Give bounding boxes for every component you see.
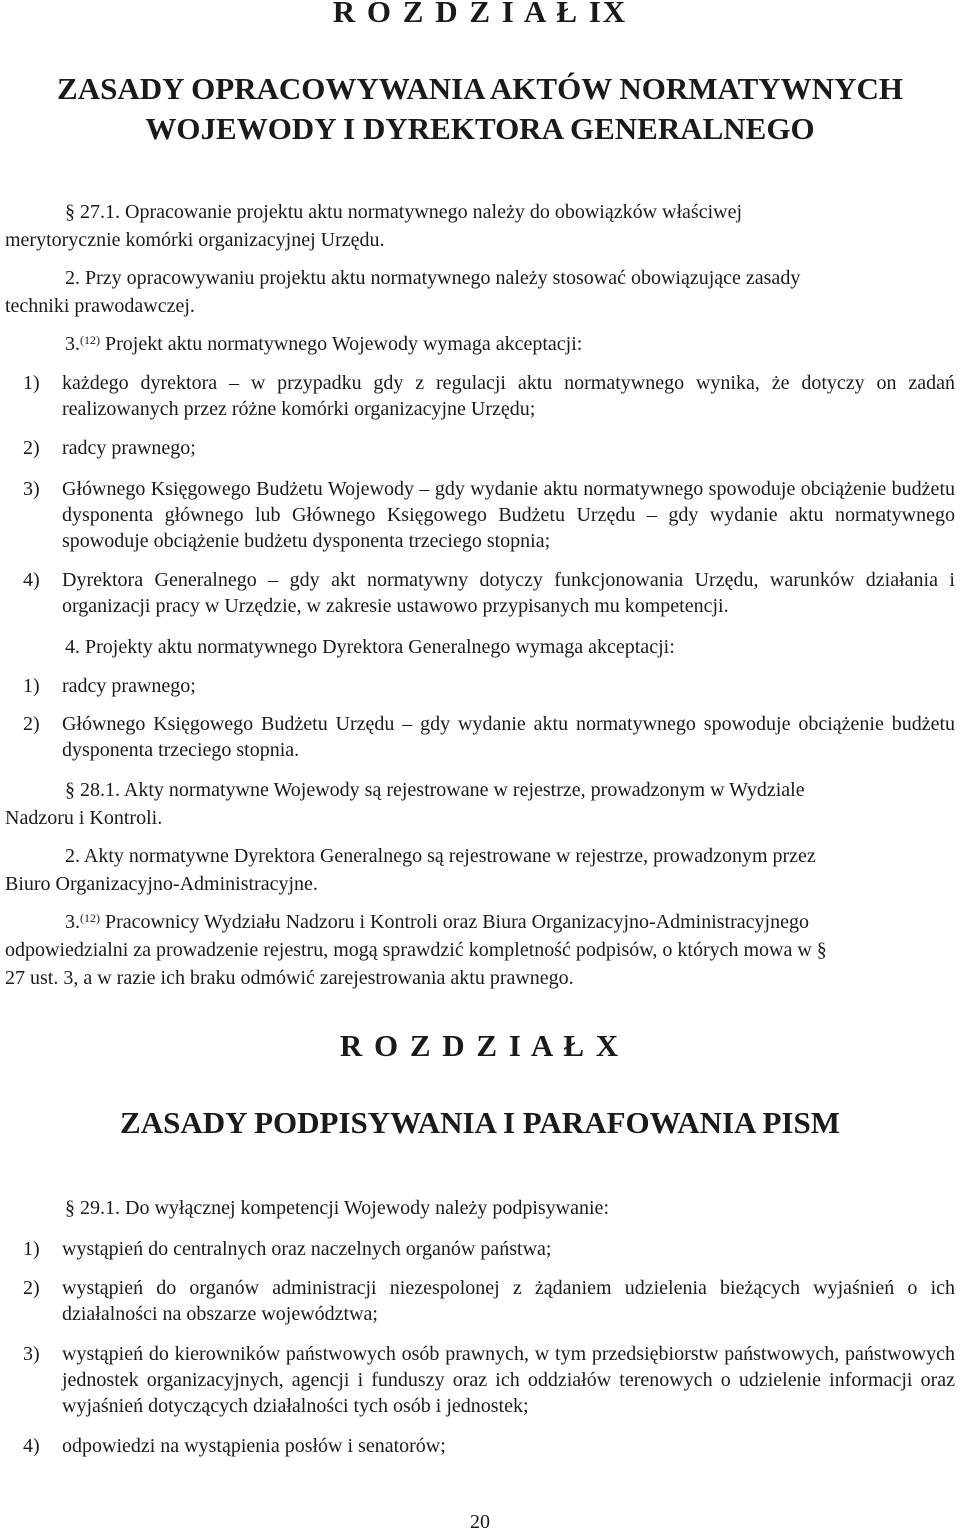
list-item-number: 1) [23, 372, 40, 394]
list-item-number: 4) [23, 569, 40, 591]
chapter-9-title-line2: WOJEWODY I DYREKTORA GENERALNEGO [145, 111, 815, 146]
s29-p1: § 29.1. Do wyłącznej kompetencji Wojewody należy podpisywanie: [65, 1197, 609, 1219]
list-item-number: 3) [23, 1343, 40, 1365]
list-item-text: Głównego Księgowego Budżetu Urzędu – gdy wydanie aktu normatywnego spowoduje obciążenie budżetu dysponenta trzeciego stopnia. [62, 713, 955, 761]
s27-p4: 4. Projekty aktu normatywnego Dyrektora Generalnego wymaga akceptacji: [65, 636, 675, 658]
list-item-text: Głównego Księgowego Budżetu Wojewody – gdy wydanie aktu normatywnego spowoduje obciążenie budżetu dysponenta głównego lub Głównego Księgowego Budżetu Urzędu – gdy wydanie aktu normatywnego spowoduje obciążenie budżetu dysponenta trzeciego stopnia; [62, 478, 955, 552]
s27-p2-line2: techniki prawodawczej. [5, 295, 195, 317]
s28-p2-line1: 2. Akty normatywne Dyrektora Generalnego są rejestrowane w rejestrze, prowadzonym przez [65, 845, 816, 867]
s28-p3-line2: odpowiedzialni za prowadzenie rejestru, mogą sprawdzić kompletność podpisów, o których mowa w § [5, 939, 827, 961]
list-item-text: odpowiedzi na wystąpienia posłów i senatorów; [62, 1435, 446, 1457]
list-item-text: wystąpień do kierowników państwowych osób prawnych, w tym przedsiębiorstw państwowych, państwowych jednostek organizacyjnych, agencji i funduszy oraz ich oddziałów terenowych o udzielenie informacji oraz wyjaśnień dotyczących działalności tych osób i jednostek; [62, 1343, 955, 1417]
list-item-number: 1) [23, 675, 40, 697]
list-item-number: 2) [23, 437, 40, 459]
s27-p1-line1: § 27.1. Opracowanie projektu aktu normatywnego należy do obowiązków właściwej [65, 201, 743, 223]
s28-p2-line2: Biuro Organizacyjno-Administracyjne. [5, 873, 318, 895]
list-item-text: Dyrektora Generalnego – gdy akt normatywny dotyczy funkcjonowania Urzędu, warunków działania i organizacji pracy w Urzędzie, w zakresie ustawowo przypisanych mu kompetencji. [62, 569, 955, 617]
list-item-number: 2) [23, 713, 40, 735]
chapter-9-label: R O Z D Z I A Ł IX [332, 0, 628, 29]
chapter-10-title: ZASADY PODPISYWANIA I PARAFOWANIA PISM [120, 1105, 840, 1140]
s28-p3-num: 3. [65, 911, 80, 933]
footnote-marker: (12) [80, 911, 100, 925]
s28-p1-line1: § 28.1. Akty normatywne Wojewody są rejestrowane w rejestrze, prowadzonym w Wydziale [65, 779, 805, 801]
s27-p3 [65, 331, 955, 357]
list-item-text: każdego dyrektora – w przypadku gdy z regulacji aktu normatywnego wynika, że dotyczy on zadań realizowanych przez różne komórki organizacyjne Urzędu; [62, 372, 955, 420]
s28-p3-text: Pracownicy Wydziału Nadzoru i Kontroli oraz Biura Organizacyjno-Administracyjnego [105, 911, 809, 933]
footnote-marker: (12) [80, 333, 100, 347]
s27-p3-text: Projekt aktu normatywnego Wojewody wymaga akceptacji: [105, 333, 583, 355]
list-item-text: radcy prawnego; [62, 675, 196, 697]
s28-p1-line2: Nadzoru i Kontroli. [5, 807, 163, 829]
list-item-text: wystąpień do centralnych oraz naczelnych organów państwa; [62, 1238, 552, 1260]
s27-p2-line1: 2. Przy opracowywaniu projektu aktu normatywnego należy stosować obowiązujące zasady [65, 267, 801, 289]
list-item-text: radcy prawnego; [62, 437, 196, 459]
list-item-text: wystąpień do organów administracji niezespolonej z żądaniem udzielenia bieżących wyjaśnień o ich działalności na obszarze województwa; [62, 1277, 955, 1325]
s28-p3-line1 [65, 909, 955, 935]
s27-p1-line2: merytorycznie komórki organizacyjnej Urzędu. [5, 229, 385, 251]
page-number: 20 [470, 1511, 490, 1533]
list-item-number: 3) [23, 478, 40, 500]
chapter-9-title-line1: ZASADY OPRACOWYWANIA AKTÓW NORMATYWNYCH [57, 71, 903, 106]
s28-p3-line3: 27 ust. 3, a w razie ich braku odmówić zarejestrowania aktu prawnego. [5, 967, 574, 989]
s27-p3-num: 3. [65, 333, 80, 355]
chapter-10-label: R O Z D Z I A Ł X [339, 1028, 621, 1063]
list-item-number: 4) [23, 1435, 40, 1457]
list-item-number: 2) [23, 1277, 40, 1299]
list-item-number: 1) [23, 1238, 40, 1260]
